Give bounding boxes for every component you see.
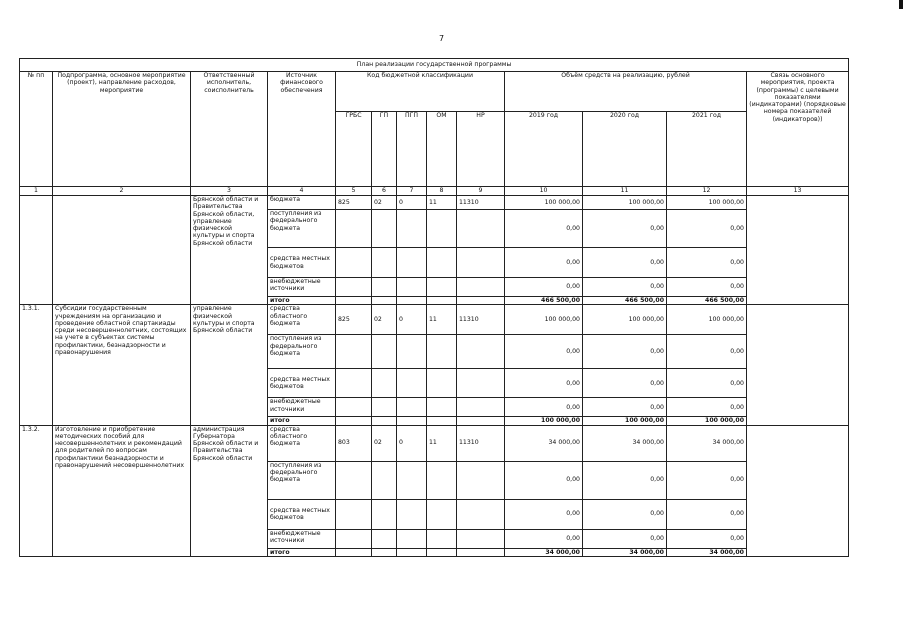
edge-mark <box>899 0 903 9</box>
cell-2019: 100 000,00 <box>505 417 583 425</box>
cell-2020: 0,00 <box>583 398 667 417</box>
cell-2019: 466 500,00 <box>505 297 583 305</box>
cell-2019: 0,00 <box>505 278 583 297</box>
cell-2020: 0,00 <box>583 335 667 369</box>
cell-2020: 0,00 <box>583 499 667 529</box>
source-regional: средства областного бюджета <box>268 425 336 461</box>
source-extra: внебюджетные источники <box>268 398 336 417</box>
column-number: 10 <box>505 187 583 196</box>
cell-2021: 0,00 <box>667 248 747 278</box>
header-grbs: ГРБС <box>336 112 372 187</box>
row-number: 1.3.1. <box>20 305 53 425</box>
header-volume: Объём средств на реализацию, рублей <box>505 72 747 112</box>
header-link: Связь основного мероприятия, проекта (программы) с целевыми показателями (индикаторами) (порядковые номера показателей (индикаторов)) <box>747 72 849 187</box>
header-2019: 2019 год <box>505 112 583 187</box>
source-local: средства местных бюджетов <box>268 369 336 398</box>
source-federal: поступления из федерального бюджета <box>268 210 336 248</box>
cell-2020: 0,00 <box>583 210 667 248</box>
cell-link <box>747 305 849 425</box>
plan-table <box>19 58 849 557</box>
cell-2020: 0,00 <box>583 461 667 499</box>
header-responsible: Ответственный исполнитель, соисполнитель <box>191 72 268 187</box>
source-federal: поступления из федерального бюджета <box>268 461 336 499</box>
column-number: 13 <box>747 187 849 196</box>
cell-2021: 0,00 <box>667 210 747 248</box>
table-title: План реализации государственной программы <box>20 59 849 72</box>
cell-2021: 0,00 <box>667 398 747 417</box>
cell-2019: 100 000,00 <box>505 305 583 335</box>
cell-2021: 466 500,00 <box>667 297 747 305</box>
cell-2020: 0,00 <box>583 248 667 278</box>
cell-2020: 100 000,00 <box>583 196 667 210</box>
cell-pgp: 0 <box>397 305 427 335</box>
column-number: 7 <box>397 187 427 196</box>
table-row <box>20 305 849 335</box>
table-row <box>20 196 849 210</box>
cell-grbs: 825 <box>336 196 372 210</box>
source-budget: бюджета <box>268 196 336 210</box>
cell-om: 11 <box>427 425 457 461</box>
column-number: 3 <box>191 187 268 196</box>
header-num: № пп <box>20 72 53 187</box>
page-number: 7 <box>438 34 445 43</box>
cell-2021: 100 000,00 <box>667 305 747 335</box>
cell-link <box>747 196 849 305</box>
cell-2021: 0,00 <box>667 529 747 548</box>
column-number: 6 <box>372 187 397 196</box>
cell-2021: 100 000,00 <box>667 196 747 210</box>
cell-2019: 0,00 <box>505 369 583 398</box>
header-subprogram: Подпрограмма, основное мероприятие (проект), направление расходов, мероприятие <box>53 72 191 187</box>
cell-2019: 0,00 <box>505 499 583 529</box>
header-om: ОМ <box>427 112 457 187</box>
cell-2019: 100 000,00 <box>505 196 583 210</box>
header-nr: НР <box>457 112 505 187</box>
header-source: Источник финансового обеспечения <box>268 72 336 187</box>
column-number: 2 <box>53 187 191 196</box>
row-responsible: администрация Губернатора Брянской области и Правительства Брянской области <box>191 425 268 556</box>
source-extra: внебюджетные источники <box>268 278 336 297</box>
header-gp: ГП <box>372 112 397 187</box>
header-budget-code: Код бюджетной классификации <box>336 72 505 112</box>
cell-2019: 34 000,00 <box>505 548 583 556</box>
row-name: Субсидии государственным учреждениям на организацию и проведение областной спартакиады среди несовершеннолетних, состоящих на учете в субъектах системы профилактики, безнадзорности и правонарушения <box>53 305 191 425</box>
cell-2020: 0,00 <box>583 278 667 297</box>
source-local: средства местных бюджетов <box>268 499 336 529</box>
cell-pgp: 0 <box>397 425 427 461</box>
source-federal: поступления из федерального бюджета <box>268 335 336 369</box>
column-number: 5 <box>336 187 372 196</box>
cell-2019: 34 000,00 <box>505 425 583 461</box>
cell-2020: 100 000,00 <box>583 417 667 425</box>
cell-link <box>747 425 849 556</box>
source-regional: средства областного бюджета <box>268 305 336 335</box>
source-total: итого <box>268 417 336 425</box>
cell-2019: 0,00 <box>505 529 583 548</box>
cell-gp: 02 <box>372 196 397 210</box>
cell-2020: 100 000,00 <box>583 305 667 335</box>
cell-nr: 11310 <box>457 305 505 335</box>
cell-2021: 0,00 <box>667 461 747 499</box>
table-row <box>20 425 849 461</box>
cell-2020: 0,00 <box>583 529 667 548</box>
cell-nr: 11310 <box>457 196 505 210</box>
cell-grbs: 803 <box>336 425 372 461</box>
cell-om: 11 <box>427 305 457 335</box>
cell-gp: 02 <box>372 305 397 335</box>
cell-2020: 34 000,00 <box>583 548 667 556</box>
column-number: 8 <box>427 187 457 196</box>
cell-gp: 02 <box>372 425 397 461</box>
cell-2021: 0,00 <box>667 335 747 369</box>
row-number <box>20 196 53 305</box>
cell-om: 11 <box>427 196 457 210</box>
header-pgp: ПГП <box>397 112 427 187</box>
cell-2021: 0,00 <box>667 499 747 529</box>
column-number: 9 <box>457 187 505 196</box>
cell-2020: 466 500,00 <box>583 297 667 305</box>
cell-2020: 0,00 <box>583 369 667 398</box>
cell-2019: 0,00 <box>505 248 583 278</box>
cell-grbs: 825 <box>336 305 372 335</box>
source-total: итого <box>268 548 336 556</box>
header-2021: 2021 год <box>667 112 747 187</box>
row-number: 1.3.2. <box>20 425 53 556</box>
column-number: 1 <box>20 187 53 196</box>
row-responsible: Брянской области и Правительства Брянской области, управление физической культуры и спорта Брянской области <box>191 196 268 305</box>
cell-2020: 34 000,00 <box>583 425 667 461</box>
row-name: Изготовление и приобретение методических пособий для несовершеннолетних и рекомендаций для родителей по вопросам профилактики безнадзорности и правонарушений несовершеннолетних <box>53 425 191 556</box>
row-name <box>53 196 191 305</box>
cell-2019: 0,00 <box>505 210 583 248</box>
cell-2021: 0,00 <box>667 369 747 398</box>
row-responsible: управление физической культуры и спорта Брянской области <box>191 305 268 425</box>
cell-2021: 100 000,00 <box>667 417 747 425</box>
cell-2019: 0,00 <box>505 461 583 499</box>
cell-2019: 0,00 <box>505 398 583 417</box>
cell-pgp: 0 <box>397 196 427 210</box>
cell-2019: 0,00 <box>505 335 583 369</box>
cell-2021: 34 000,00 <box>667 425 747 461</box>
header-2020: 2020 год <box>583 112 667 187</box>
column-number: 12 <box>667 187 747 196</box>
cell-nr: 11310 <box>457 425 505 461</box>
column-number: 4 <box>268 187 336 196</box>
cell-2021: 0,00 <box>667 278 747 297</box>
source-extra: внебюджетные источники <box>268 529 336 548</box>
source-local: средства местных бюджетов <box>268 248 336 278</box>
column-number: 11 <box>583 187 667 196</box>
cell-2021: 34 000,00 <box>667 548 747 556</box>
source-total: итого <box>268 297 336 305</box>
